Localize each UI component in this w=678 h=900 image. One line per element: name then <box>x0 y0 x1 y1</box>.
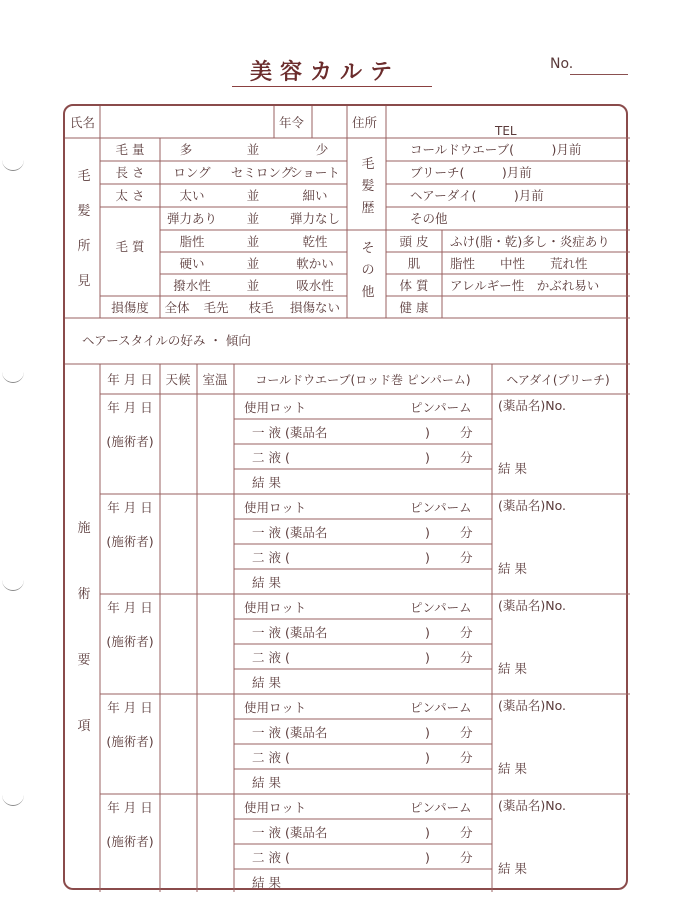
option-text: 硬い <box>179 256 205 271</box>
number-label: No. <box>550 56 574 72</box>
record-date: 年 月 日 <box>107 600 153 615</box>
other-row-label: 体 質 <box>399 278 429 293</box>
treatment-header: コールドウエーブ(ロッド巻 ピンパーム) <box>255 373 471 387</box>
option-text: ショート <box>290 165 340 180</box>
record-date: 年 月 日 <box>107 500 153 515</box>
other-row-label: 頭 皮 <box>399 234 429 249</box>
history-row: コールドウエーブ( )月前 <box>410 142 582 157</box>
record-operator: (施術者) <box>106 434 154 449</box>
record-result: 結 果 <box>252 475 281 490</box>
option-text: 並 <box>246 278 260 293</box>
record-paren: ) <box>425 725 430 740</box>
record-dye-result: 結 果 <box>498 461 527 476</box>
record-dye-result: 結 果 <box>498 561 527 576</box>
record-drug: (薬品名)No. <box>498 398 567 413</box>
record-minute: 分 <box>460 425 473 440</box>
section-label-hair-history: 髪 <box>361 179 375 194</box>
option-text: 並 <box>246 142 260 157</box>
record-paren: ) <box>425 625 430 640</box>
number-field[interactable] <box>570 74 628 75</box>
record-pin: ピンパーム <box>410 700 472 715</box>
treatment-header: 年 月 日 <box>107 372 153 387</box>
record-paren: ) <box>425 525 430 540</box>
record-paren: ) <box>425 550 430 565</box>
option-text: 軟かい <box>296 256 334 271</box>
record-rod: 使用ロット <box>244 500 307 515</box>
option-text: 損傷ない <box>289 300 341 315</box>
record-result: 結 果 <box>252 775 281 790</box>
option-text: 並 <box>246 234 260 249</box>
name-label: 氏名 <box>70 115 96 130</box>
other-row-value: アレルギー性 かぶれ易い <box>450 278 600 293</box>
section-label-hair-findings: 見 <box>77 274 91 289</box>
section-label-treatment: 要 <box>77 653 91 668</box>
record-first-solution: 一 液 (薬品名 <box>252 825 328 840</box>
preferences-label: ヘアースタイルの好み ・ 傾向 <box>82 333 251 348</box>
record-paren: ) <box>425 825 430 840</box>
option-text: セミロング <box>230 165 294 180</box>
row-label: 太 さ <box>115 188 145 203</box>
record-second-solution: 二 液 ( <box>252 550 290 565</box>
record-minute: 分 <box>460 625 473 640</box>
record-drug: (薬品名)No. <box>498 498 567 513</box>
option-text: 弾力あり <box>166 211 218 226</box>
option-text: 並 <box>246 256 260 271</box>
section-label-hair-findings: 所 <box>77 239 91 254</box>
record-paren: ) <box>425 650 430 665</box>
option-text: 乾性 <box>302 234 328 249</box>
section-label-hair-history: 毛 <box>361 157 375 172</box>
record-second-solution: 二 液 ( <box>252 750 290 765</box>
record-first-solution: 一 液 (薬品名 <box>252 725 328 740</box>
address-label: 住所 <box>352 115 378 130</box>
record-paren: ) <box>425 450 430 465</box>
record-drug: (薬品名)No. <box>498 798 567 813</box>
record-result: 結 果 <box>252 675 281 690</box>
record-minute: 分 <box>460 550 473 565</box>
option-text: 細い <box>302 188 328 203</box>
record-paren: ) <box>425 425 430 440</box>
record-pin: ピンパーム <box>410 400 472 415</box>
tel-label: TEL <box>495 124 517 138</box>
record-second-solution: 二 液 ( <box>252 450 290 465</box>
row-label: 毛 質 <box>115 239 145 254</box>
option-text: 太い <box>179 188 205 203</box>
option-text: 多 <box>179 142 193 157</box>
record-first-solution: 一 液 (薬品名 <box>252 625 328 640</box>
record-operator: (施術者) <box>106 734 154 749</box>
record-operator: (施術者) <box>106 534 154 549</box>
row-label: 長 さ <box>115 165 145 180</box>
section-label-other: の <box>361 263 375 278</box>
record-rod: 使用ロット <box>244 800 307 815</box>
record-second-solution: 二 液 ( <box>252 650 290 665</box>
option-text: 枝毛 <box>248 300 274 315</box>
age-label: 年令 <box>279 115 305 130</box>
record-minute: 分 <box>460 725 473 740</box>
record-result: 結 果 <box>252 875 281 890</box>
page-title: 美容カルテ <box>250 60 401 85</box>
record-drug: (薬品名)No. <box>498 598 567 613</box>
section-label-hair-history: 歴 <box>361 201 375 216</box>
chart-form <box>63 104 628 890</box>
option-text: 吸水性 <box>296 278 334 293</box>
history-row: ヘアーダイ( )月前 <box>410 188 544 203</box>
record-minute: 分 <box>460 450 473 465</box>
other-row-value: 脂性 中性 荒れ性 <box>450 256 588 271</box>
treatment-header: 天候 <box>165 372 191 387</box>
history-row: ブリーチ( )月前 <box>410 165 532 180</box>
form-grid <box>65 106 630 892</box>
record-dye-result: 結 果 <box>498 661 527 676</box>
binder-hole <box>2 580 24 591</box>
option-text: ロング <box>173 165 211 180</box>
record-operator: (施術者) <box>106 634 154 649</box>
option-text: 全体 <box>164 300 190 315</box>
record-paren: ) <box>425 750 430 765</box>
option-text: 並 <box>246 211 260 226</box>
record-dye-result: 結 果 <box>498 861 527 876</box>
option-text: 少 <box>315 142 329 157</box>
record-minute: 分 <box>460 750 473 765</box>
section-label-treatment: 術 <box>77 587 91 602</box>
section-label-hair-findings: 髪 <box>77 204 91 219</box>
section-label-hair-findings: 毛 <box>77 169 91 184</box>
record-first-solution: 一 液 (薬品名 <box>252 425 328 440</box>
record-second-solution: 二 液 ( <box>252 850 290 865</box>
record-date: 年 月 日 <box>107 400 153 415</box>
record-date: 年 月 日 <box>107 700 153 715</box>
record-dye-result: 結 果 <box>498 761 527 776</box>
record-rod: 使用ロット <box>244 600 307 615</box>
other-row-label: 健 康 <box>399 300 429 315</box>
binder-hole <box>2 372 24 383</box>
other-row-value: ふけ(脂・乾)多し・炎症あり <box>450 234 610 249</box>
section-label-other: 他 <box>361 285 375 300</box>
record-result: 結 果 <box>252 575 281 590</box>
record-drug: (薬品名)No. <box>498 698 567 713</box>
row-label: 毛 量 <box>115 142 145 157</box>
record-rod: 使用ロット <box>244 400 307 415</box>
other-row-label: 肌 <box>407 256 421 271</box>
record-date: 年 月 日 <box>107 800 153 815</box>
record-minute: 分 <box>460 525 473 540</box>
option-text: 並 <box>246 188 260 203</box>
history-row: その他 <box>410 211 448 226</box>
option-text: 弾力なし <box>289 211 341 226</box>
binder-hole <box>2 160 24 171</box>
binder-hole <box>2 795 24 806</box>
option-text: 撥水性 <box>173 278 211 293</box>
record-minute: 分 <box>460 825 473 840</box>
record-operator: (施術者) <box>106 834 154 849</box>
record-minute: 分 <box>460 650 473 665</box>
record-paren: ) <box>425 850 430 865</box>
option-text: 脂性 <box>179 234 205 249</box>
treatment-header: 室温 <box>202 372 228 387</box>
title-underline <box>232 86 432 87</box>
record-first-solution: 一 液 (薬品名 <box>252 525 328 540</box>
record-rod: 使用ロット <box>244 700 307 715</box>
section-label-treatment: 施 <box>77 521 91 536</box>
record-pin: ピンパーム <box>410 500 472 515</box>
record-minute: 分 <box>460 850 473 865</box>
record-pin: ピンパーム <box>410 600 472 615</box>
treatment-header: ヘアダイ(ブリーチ) <box>506 373 610 387</box>
section-label-treatment: 項 <box>77 719 91 734</box>
record-pin: ピンパーム <box>410 800 472 815</box>
option-text: 毛先 <box>203 300 229 315</box>
row-label: 損傷度 <box>111 300 149 315</box>
section-label-other: そ <box>361 241 375 256</box>
